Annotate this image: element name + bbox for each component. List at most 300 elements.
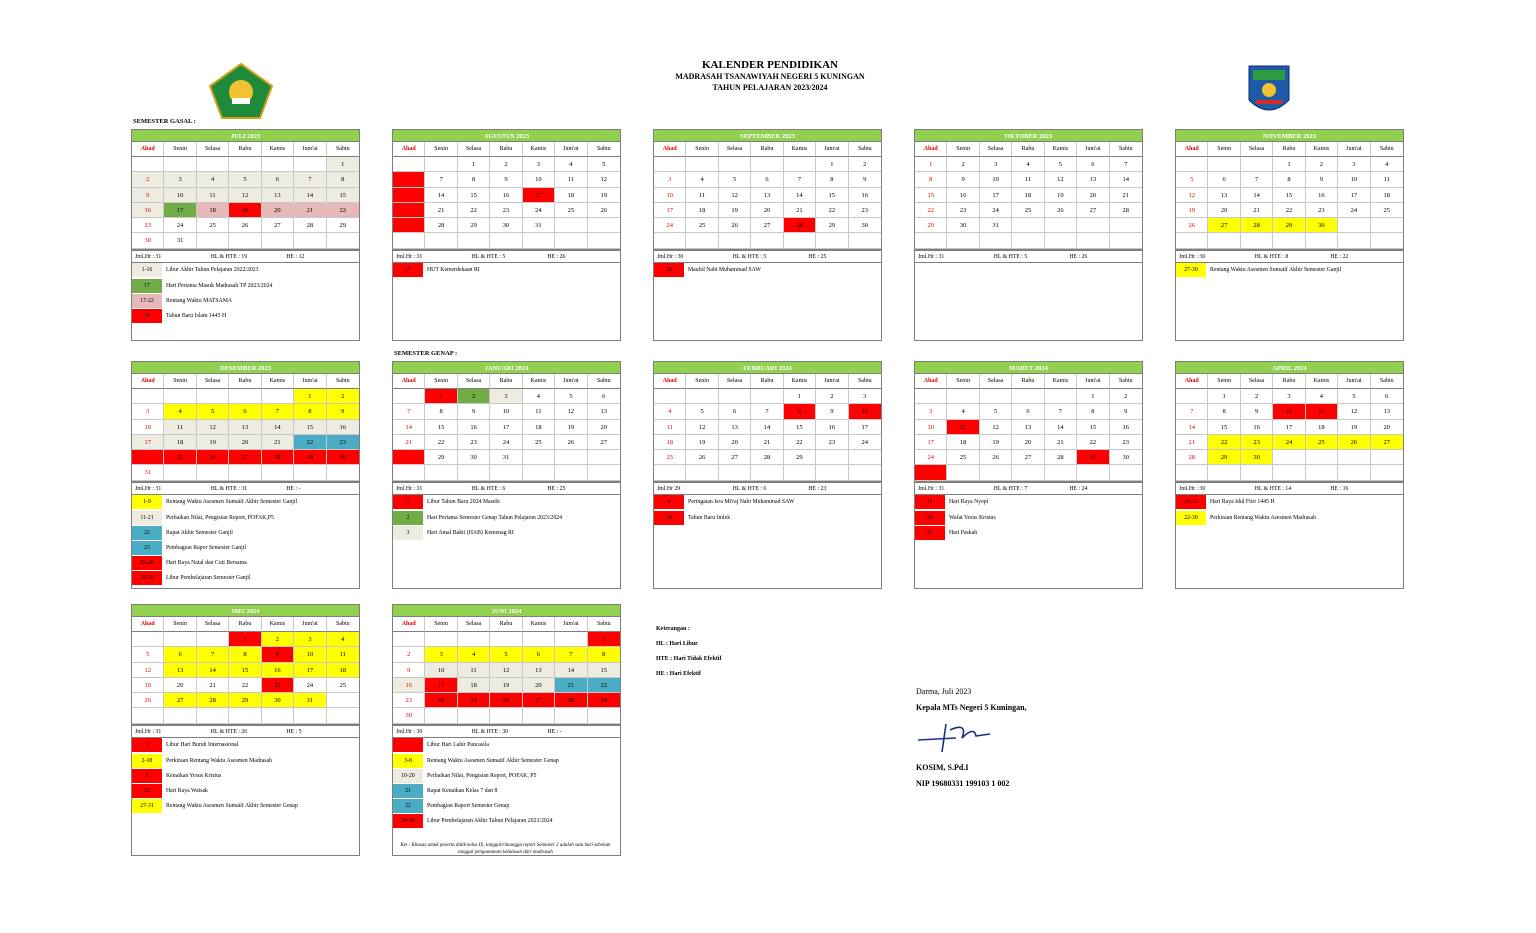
month-notes bbox=[914, 263, 1143, 341]
empty-cell bbox=[555, 233, 587, 248]
day-cell: 21 bbox=[555, 678, 587, 693]
month-header: DESEMBER 2023 bbox=[131, 361, 360, 374]
semester-ganjil-label: SEMESTER GASAL : bbox=[133, 118, 196, 125]
day-cell: 1 bbox=[327, 157, 359, 172]
day-cell: 10 bbox=[654, 188, 686, 203]
day-cell: 29 bbox=[294, 450, 326, 465]
note-date-tag: 17 bbox=[132, 279, 162, 293]
day-cell: 7 bbox=[294, 172, 326, 187]
day-cell: 20 bbox=[1012, 435, 1044, 450]
day-cell: 5 bbox=[197, 404, 229, 419]
note-row bbox=[654, 510, 881, 525]
month-header: MEI 2024 bbox=[131, 604, 360, 617]
day-cell: 5 bbox=[229, 172, 261, 187]
weekday-header: Jum'at bbox=[555, 142, 587, 157]
day-cell: 19 bbox=[980, 435, 1012, 450]
day-cell: 3 bbox=[490, 389, 522, 404]
empty-cell bbox=[1371, 218, 1403, 233]
day-cell: 21 bbox=[784, 203, 816, 218]
weekday-header: Senin bbox=[164, 374, 196, 389]
kemenag-logo bbox=[208, 62, 274, 120]
empty-cell bbox=[327, 233, 359, 248]
note-text: Hari Raya Natal dan Cuti Bersama bbox=[166, 560, 247, 567]
month-november-2023 bbox=[1175, 129, 1404, 341]
note-date-tag: 25-26 bbox=[132, 556, 162, 570]
empty-cell bbox=[784, 233, 816, 248]
legend-he: HE : Hari Efektif bbox=[656, 671, 701, 677]
day-cell: 6 bbox=[229, 404, 261, 419]
note-text: Libur Hari Buruh Internasional bbox=[166, 742, 239, 749]
summary-he: HE : 26 bbox=[1069, 253, 1088, 260]
empty-cell bbox=[588, 233, 620, 248]
day-cell: 5 bbox=[490, 647, 522, 662]
empty-cell bbox=[719, 465, 751, 480]
empty-cell bbox=[1110, 218, 1142, 233]
day-cell: 8 bbox=[915, 172, 947, 187]
day-cell: 1 bbox=[1273, 157, 1305, 172]
day-cell: 12 bbox=[555, 404, 587, 419]
day-cell: 1 bbox=[294, 389, 326, 404]
day-cell: 28 bbox=[1110, 203, 1142, 218]
weekday-header: Ahad bbox=[915, 142, 947, 157]
day-cell: 26 bbox=[229, 218, 261, 233]
day-cell: 28 bbox=[1241, 218, 1273, 233]
weekday-header: Rabu bbox=[229, 374, 261, 389]
day-cell: 27 bbox=[393, 218, 425, 233]
empty-cell bbox=[229, 708, 261, 723]
day-cell: 26 bbox=[490, 693, 522, 708]
day-cell: 31 bbox=[523, 218, 555, 233]
day-cell: 29 bbox=[229, 693, 261, 708]
day-cell: 24 bbox=[654, 218, 686, 233]
day-cell: 12 bbox=[588, 172, 620, 187]
day-cell: 19 bbox=[1176, 203, 1208, 218]
empty-cell bbox=[132, 389, 164, 404]
day-cell: 27 bbox=[1077, 203, 1109, 218]
day-cell: 25 bbox=[164, 450, 196, 465]
summary-he: HE : - bbox=[286, 485, 301, 492]
day-cell: 9 bbox=[947, 172, 979, 187]
empty-cell bbox=[915, 233, 947, 248]
day-cell: 4 bbox=[947, 404, 979, 419]
day-cell: 18 bbox=[947, 435, 979, 450]
day-cell: 18 bbox=[1306, 420, 1338, 435]
empty-cell bbox=[197, 465, 229, 480]
month-summary bbox=[914, 481, 1143, 495]
day-cell: 25 bbox=[458, 693, 490, 708]
day-cell: 9 bbox=[132, 188, 164, 203]
weekday-header: Rabu bbox=[490, 617, 522, 632]
day-grid bbox=[914, 374, 1143, 481]
kuningan-logo bbox=[1244, 62, 1294, 120]
day-cell: 23 bbox=[458, 435, 490, 450]
empty-cell bbox=[229, 233, 261, 248]
weekday-header: Kamis bbox=[262, 374, 294, 389]
day-cell: 30 bbox=[262, 693, 294, 708]
day-cell: 11 bbox=[686, 188, 718, 203]
empty-cell bbox=[1110, 465, 1142, 480]
empty-cell bbox=[1077, 233, 1109, 248]
day-cell: 9 bbox=[1110, 404, 1142, 419]
day-cell: 15 bbox=[294, 420, 326, 435]
day-cell: 25 bbox=[555, 203, 587, 218]
month-notes bbox=[914, 495, 1143, 589]
empty-cell bbox=[816, 465, 848, 480]
day-cell: 31 bbox=[164, 233, 196, 248]
summary-he: HE : 26 bbox=[547, 253, 566, 260]
empty-cell bbox=[458, 708, 490, 723]
empty-cell bbox=[393, 389, 425, 404]
day-cell: 17 bbox=[915, 435, 947, 450]
empty-cell bbox=[1241, 233, 1273, 248]
month-april-2024 bbox=[1175, 361, 1404, 589]
day-cell: 4 bbox=[555, 157, 587, 172]
day-cell: 19 bbox=[229, 203, 261, 218]
day-cell: 20 bbox=[1077, 188, 1109, 203]
month-summary bbox=[1175, 249, 1404, 263]
note-date-tag: 1-9 bbox=[132, 495, 162, 509]
weekday-header: Rabu bbox=[490, 374, 522, 389]
empty-cell bbox=[523, 233, 555, 248]
summary-jml: Jml.Hr : 30 bbox=[396, 728, 423, 735]
day-cell: 22 bbox=[816, 203, 848, 218]
note-date-tag: 22 bbox=[393, 799, 423, 813]
day-cell: 18 bbox=[654, 435, 686, 450]
empty-cell bbox=[686, 389, 718, 404]
day-cell: 29 bbox=[327, 218, 359, 233]
weekday-header: Senin bbox=[1208, 142, 1240, 157]
day-cell: 15 bbox=[1077, 420, 1109, 435]
summary-jml: Jml.Hr : 30 bbox=[1179, 253, 1206, 260]
note-date-tag: 10 bbox=[654, 511, 684, 525]
empty-cell bbox=[294, 708, 326, 723]
day-cell: 17 bbox=[294, 663, 326, 678]
day-cell: 11 bbox=[327, 647, 359, 662]
empty-cell bbox=[164, 157, 196, 172]
day-cell: 10 bbox=[849, 404, 881, 419]
day-cell: 16 bbox=[393, 678, 425, 693]
day-cell: 2 bbox=[458, 389, 490, 404]
weekday-header: Ahad bbox=[393, 374, 425, 389]
summary-he: HE : 25 bbox=[808, 253, 827, 260]
empty-cell bbox=[947, 233, 979, 248]
headmaster-name: KOSIM, S.Pd.I bbox=[916, 763, 969, 772]
summary-jml: Jml.Hr : 31 bbox=[135, 485, 162, 492]
weekday-header: Ahad bbox=[1176, 374, 1208, 389]
summary-jml: Jml.Hr 29 bbox=[657, 485, 681, 492]
note-date-tag: 21 bbox=[393, 784, 423, 798]
empty-cell bbox=[1306, 465, 1338, 480]
legend-hte: HTE : Hari Tidak Efektif bbox=[656, 656, 722, 662]
day-cell: 20 bbox=[719, 435, 751, 450]
note-text: Hari Paskah bbox=[949, 529, 978, 536]
day-cell: 21 bbox=[262, 435, 294, 450]
day-cell: 3 bbox=[980, 157, 1012, 172]
day-cell: 3 bbox=[654, 172, 686, 187]
note-text: Perkiraan Rentang Waktu Asesmen Madrasah bbox=[1210, 514, 1316, 521]
month-summary bbox=[392, 249, 621, 263]
note-text: Rentang Waktu MATSAMA bbox=[166, 297, 233, 304]
weekday-header: Sabtu bbox=[588, 617, 620, 632]
weekday-header: Selasa bbox=[980, 142, 1012, 157]
empty-cell bbox=[1045, 465, 1077, 480]
empty-cell bbox=[294, 233, 326, 248]
note-row bbox=[393, 783, 620, 798]
day-cell: 11 bbox=[164, 420, 196, 435]
empty-cell bbox=[1208, 465, 1240, 480]
day-cell: 2 bbox=[1306, 157, 1338, 172]
note-text: Pembagian Raport Semester Genap bbox=[427, 803, 510, 810]
weekday-header: Kamis bbox=[523, 374, 555, 389]
month-september-2023 bbox=[653, 129, 882, 341]
day-cell: 15 bbox=[458, 188, 490, 203]
day-cell: 24 bbox=[490, 435, 522, 450]
note-date-tag: 2 bbox=[393, 511, 423, 525]
month-header: AGUSTUS 2023 bbox=[392, 129, 621, 142]
summary-hl: HL & HTE : 7 bbox=[993, 485, 1028, 492]
day-cell: 7 bbox=[751, 404, 783, 419]
weekday-header: Jum'at bbox=[555, 617, 587, 632]
day-cell: 7 bbox=[1110, 157, 1142, 172]
note-date-tag: 17-22 bbox=[132, 294, 162, 308]
note-date-tag: 3 bbox=[393, 526, 423, 540]
empty-cell bbox=[393, 465, 425, 480]
note-date-tag: 11-21 bbox=[132, 511, 162, 525]
month-header: OKTOBER 2023 bbox=[914, 129, 1143, 142]
day-cell: 12 bbox=[197, 420, 229, 435]
empty-cell bbox=[393, 233, 425, 248]
weekday-header: Jum'at bbox=[555, 374, 587, 389]
day-cell: 20 bbox=[1208, 203, 1240, 218]
day-cell: 13 bbox=[229, 420, 261, 435]
empty-cell bbox=[523, 465, 555, 480]
summary-hl: HL & HTE : 31 bbox=[210, 485, 248, 492]
note-text: Tahun Baru Imlek bbox=[688, 514, 731, 521]
note-text: Kenaikan Yesus Kristus bbox=[166, 772, 222, 779]
weekday-header: Selasa bbox=[197, 374, 229, 389]
weekday-header: Rabu bbox=[1012, 142, 1044, 157]
day-cell: 26 bbox=[555, 435, 587, 450]
day-cell: 10 bbox=[915, 420, 947, 435]
empty-cell bbox=[751, 465, 783, 480]
day-cell: 22 bbox=[327, 203, 359, 218]
empty-cell bbox=[1176, 389, 1208, 404]
empty-cell bbox=[1338, 233, 1370, 248]
day-cell: 12 bbox=[686, 420, 718, 435]
empty-cell bbox=[1338, 450, 1370, 465]
day-cell: 24 bbox=[425, 693, 457, 708]
empty-cell bbox=[1045, 218, 1077, 233]
summary-jml: Jml.Hr : 31 bbox=[918, 485, 945, 492]
month-summary bbox=[131, 724, 360, 738]
day-cell: 11 bbox=[947, 420, 979, 435]
weekday-header: Rabu bbox=[1273, 374, 1305, 389]
note-text: HUT Kemerdekaan RI bbox=[427, 267, 480, 274]
weekday-header: Selasa bbox=[980, 374, 1012, 389]
semester-genap-label: SEMESTER GENAP : bbox=[394, 350, 458, 357]
day-cell: 17 bbox=[132, 435, 164, 450]
empty-cell bbox=[1208, 157, 1240, 172]
empty-cell bbox=[294, 157, 326, 172]
day-cell: 23 bbox=[132, 218, 164, 233]
day-cell: 11 bbox=[654, 420, 686, 435]
day-cell: 11 bbox=[1371, 172, 1403, 187]
day-cell: 26 bbox=[686, 450, 718, 465]
day-cell: 19 bbox=[197, 435, 229, 450]
day-cell: 11 bbox=[197, 188, 229, 203]
day-cell: 6 bbox=[588, 389, 620, 404]
note-text: Hari Raya Idul Fitri 1445 H bbox=[1210, 499, 1275, 506]
day-cell: 4 bbox=[686, 172, 718, 187]
note-row bbox=[393, 768, 620, 783]
day-cell: 27 bbox=[719, 450, 751, 465]
day-cell: 27 bbox=[523, 693, 555, 708]
empty-cell bbox=[262, 157, 294, 172]
empty-cell bbox=[1306, 233, 1338, 248]
day-cell: 19 bbox=[1338, 420, 1370, 435]
day-cell: 19 bbox=[555, 420, 587, 435]
weekday-header: Jum'at bbox=[294, 142, 326, 157]
note-date-tag: 27-30 bbox=[1176, 263, 1206, 277]
day-cell: 25 bbox=[523, 435, 555, 450]
day-cell: 31 bbox=[980, 218, 1012, 233]
day-grid bbox=[131, 374, 360, 481]
empty-cell bbox=[915, 389, 947, 404]
month-notes bbox=[392, 738, 621, 856]
day-cell: 30 bbox=[132, 233, 164, 248]
day-cell: 23 bbox=[947, 203, 979, 218]
day-cell: 6 bbox=[1371, 389, 1403, 404]
day-cell: 26 bbox=[1176, 218, 1208, 233]
day-cell: 5 bbox=[980, 404, 1012, 419]
day-cell: 31 bbox=[490, 450, 522, 465]
month-agustus-2023 bbox=[392, 129, 621, 341]
day-cell: 30 bbox=[1110, 450, 1142, 465]
summary-hl: HL & HTE : 5 bbox=[732, 253, 767, 260]
note-text: Hari Raya Waisak bbox=[166, 787, 208, 794]
weekday-header: Jum'at bbox=[816, 142, 848, 157]
legend bbox=[656, 622, 721, 682]
day-cell: 24 bbox=[1273, 435, 1305, 450]
weekday-header: Sabtu bbox=[849, 374, 881, 389]
day-cell: 4 bbox=[1306, 389, 1338, 404]
weekday-header: Rabu bbox=[490, 142, 522, 157]
note-date-tag: 19 bbox=[132, 309, 162, 323]
note-text: Perkiraan Rentang Waktu Asesmen Madrasah bbox=[166, 757, 272, 764]
day-cell: 2 bbox=[490, 157, 522, 172]
note-date-tag: 22 bbox=[132, 526, 162, 540]
day-cell: 29 bbox=[784, 450, 816, 465]
day-cell: 4 bbox=[1371, 157, 1403, 172]
day-cell: 17 bbox=[1338, 188, 1370, 203]
day-cell: 28 bbox=[784, 218, 816, 233]
note-text: Libur Pembelajaran Semester Ganjil bbox=[166, 575, 251, 582]
weekday-header: Jum'at bbox=[1338, 374, 1370, 389]
day-cell: 22 bbox=[915, 203, 947, 218]
month-notes bbox=[653, 495, 882, 589]
note-row bbox=[393, 753, 620, 768]
empty-cell bbox=[719, 157, 751, 172]
day-cell: 3 bbox=[164, 172, 196, 187]
note-date-tag: 11 bbox=[915, 495, 945, 509]
day-cell: 8 bbox=[294, 404, 326, 419]
empty-cell bbox=[458, 465, 490, 480]
day-cell: 21 bbox=[1241, 203, 1273, 218]
day-cell: 17 bbox=[654, 203, 686, 218]
note-text: Libur Akhir Tahun Pelajaran 2022/2023 bbox=[166, 267, 259, 274]
day-cell: 12 bbox=[719, 188, 751, 203]
school-name: MADRASAH TSANAWIYAH NEGERI 5 KUNINGAN bbox=[675, 72, 865, 81]
day-cell: 6 bbox=[719, 404, 751, 419]
empty-cell bbox=[1176, 233, 1208, 248]
weekday-header: Sabtu bbox=[1110, 142, 1142, 157]
empty-cell bbox=[197, 157, 229, 172]
empty-cell bbox=[262, 465, 294, 480]
legend-title: Keterangan : bbox=[656, 626, 690, 632]
day-cell: 4 bbox=[197, 172, 229, 187]
note-row bbox=[132, 571, 359, 586]
day-cell: 30 bbox=[849, 218, 881, 233]
empty-cell bbox=[490, 233, 522, 248]
day-cell: 14 bbox=[425, 188, 457, 203]
day-cell: 17 bbox=[490, 420, 522, 435]
weekday-header: Jum'at bbox=[816, 374, 848, 389]
day-cell: 13 bbox=[719, 420, 751, 435]
weekday-header: Sabtu bbox=[1371, 142, 1403, 157]
month-notes bbox=[131, 738, 360, 856]
weekday-header: Selasa bbox=[1241, 374, 1273, 389]
weekday-header: Ahad bbox=[654, 142, 686, 157]
empty-cell bbox=[1241, 157, 1273, 172]
summary-hl: HL & HTE : 6 bbox=[471, 485, 506, 492]
empty-cell bbox=[164, 632, 196, 647]
day-cell: 26 bbox=[719, 218, 751, 233]
day-cell: 5 bbox=[555, 389, 587, 404]
month-summary bbox=[131, 481, 360, 495]
day-cell: 15 bbox=[425, 420, 457, 435]
day-cell: 6 bbox=[393, 172, 425, 187]
empty-cell bbox=[262, 389, 294, 404]
day-cell: 14 bbox=[262, 420, 294, 435]
signature-image bbox=[916, 716, 1027, 760]
empty-cell bbox=[654, 157, 686, 172]
day-cell: 14 bbox=[197, 663, 229, 678]
day-cell: 10 bbox=[980, 172, 1012, 187]
day-cell: 4 bbox=[327, 632, 359, 647]
empty-cell bbox=[327, 465, 359, 480]
weekday-header: Ahad bbox=[654, 374, 686, 389]
note-row bbox=[132, 510, 359, 525]
note-text: Libur Pembelajaran Akhir Tahun Pelajaran 2023/2024 bbox=[427, 818, 553, 825]
day-cell: 2 bbox=[849, 157, 881, 172]
day-cell: 24 bbox=[980, 203, 1012, 218]
day-cell: 16 bbox=[327, 420, 359, 435]
empty-cell bbox=[327, 708, 359, 723]
empty-cell bbox=[425, 465, 457, 480]
day-cell: 13 bbox=[393, 188, 425, 203]
note-text: Rentang Waktu Asesmen Sumatif Akhir Semester Genap bbox=[166, 803, 298, 810]
day-cell: 23 bbox=[1306, 203, 1338, 218]
day-cell: 29 bbox=[1077, 450, 1109, 465]
day-cell: 16 bbox=[1110, 420, 1142, 435]
day-cell: 24 bbox=[294, 678, 326, 693]
empty-cell bbox=[1012, 233, 1044, 248]
empty-cell bbox=[229, 389, 261, 404]
day-cell: 22 bbox=[458, 203, 490, 218]
day-cell: 26 bbox=[980, 450, 1012, 465]
day-cell: 15 bbox=[1208, 420, 1240, 435]
empty-cell bbox=[1338, 465, 1370, 480]
